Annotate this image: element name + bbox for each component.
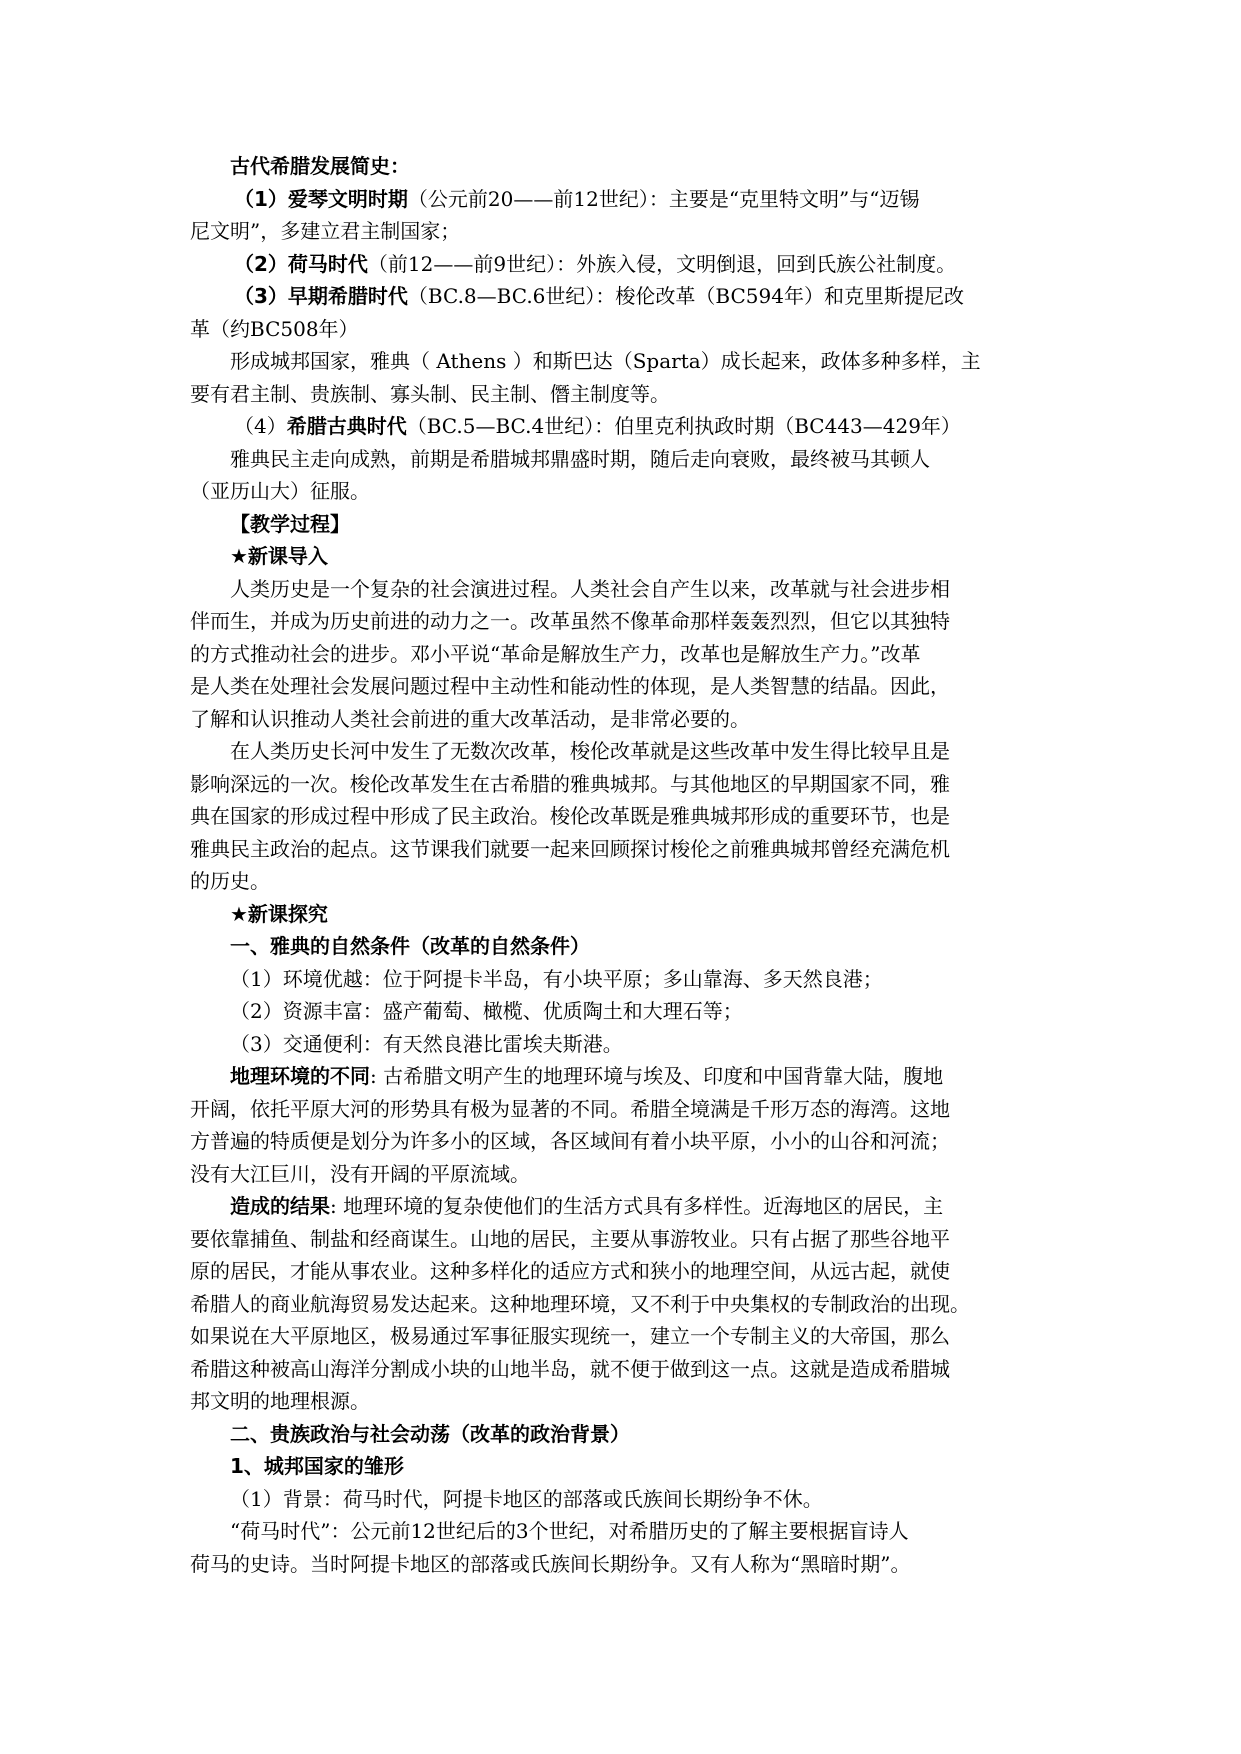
intro-p1-line: 的方式推动社会的进步。邓小平说“革命是解放生产力，改革也是解放生产力。”改革 (190, 641, 921, 666)
era-4 (190, 410, 1050, 443)
intro-p1-line: 了解和认识推动人类社会前进的重大改革活动，是非常必要的。 (190, 706, 750, 731)
era-4-para-cont: （亚历山大）征服。 (190, 479, 370, 503)
intro-p1-line: 伴而生，并成为历史前进的动力之一。改革虽然不像革命那样轰轰烈烈，但它以其独特 (190, 609, 950, 633)
era-3-text: （BC.8—BC.6世纪）：梭伦改革（BC594年）和克里斯提尼改 (407, 284, 964, 308)
geo-para-line: 方普遍的特质便是划分为许多小的区域，各区域间有着小块平原，小小的山谷和河流； (190, 1129, 950, 1153)
era-2 (190, 248, 1050, 281)
geo-para-line: 开阔，依托平原大河的形势具有极为显著的不同。希腊全境满是千形万态的海湾。这地 (190, 1096, 950, 1121)
section-1-item: （1）环境优越：位于阿提卡半岛，有小块平原；多山靠海、多天然良港； (230, 966, 883, 991)
era-2-text: （前12——前9世纪）：外族入侵，文明倒退，回到氏族公社制度。 (367, 251, 957, 276)
result-label: 造成的结果 (230, 1194, 330, 1218)
era-3 (190, 280, 1050, 313)
result-text: : 地理环境的复杂使他们的生活方式具有多样性。近海地区的居民，主 (330, 1194, 944, 1218)
result-para-line: 原的居民，才能从事农业。这种多样化的适应方式和狭小的地理空间，从远古起，就使 (190, 1259, 950, 1283)
intro-p2-line: 的历史。 (190, 869, 270, 893)
geo-text: : 古希腊文明产生的地理环境与埃及、印度和中国背靠大陆，腹地 (370, 1064, 944, 1088)
section-1-item: （2）资源丰富：盛产葡萄、橄榄、优质陶土和大理石等； (230, 999, 743, 1023)
era-1-text: （公元前20——前12世纪）：主要是“克里特文明”与“迈锡 (407, 186, 920, 211)
era-3-cont: 革（约BC508年） (190, 316, 359, 341)
section-1-heading: 一、雅典的自然条件（改革的自然条件） (230, 934, 590, 958)
section-1-item: （3）交通便利：有天然良港比雷埃夫斯港。 (230, 1031, 623, 1056)
result-para-line: 希腊人的商业航海贸易发达起来。这种地理环境，又不利于中央集权的专制政治的出现。 (190, 1291, 970, 1316)
intro-p2-line: 雅典民主政治的起点。这节课我们就要一起来回顾探讨梭伦之前雅典城邦曾经充满危机 (190, 836, 950, 861)
era-3-label: （3）早期希腊时代 (234, 284, 408, 308)
section-2-item: （1）背景：荷马时代，阿提卡地区的部落或氏族间长期纷争不休。 (230, 1486, 823, 1511)
geo-para-line (190, 1060, 1050, 1093)
intro-p2-line: 典在国家的形成过程中形成了民主政治。梭伦改革既是雅典城邦形成的重要环节，也是 (190, 804, 950, 828)
result-para-line: 邦文明的地理根源。 (190, 1389, 370, 1413)
geo-para-line: 没有大江巨川，没有开阔的平原流域。 (190, 1161, 530, 1186)
era-1 (190, 183, 1050, 216)
homer-para-line: 荷马的史诗。当时阿提卡地区的部落或氏族间长期纷争。又有人称为“黑暗时期”。 (190, 1551, 911, 1576)
result-para-line: 希腊这种被高山海洋分割成小块的山地半岛，就不便于做到这一点。这就是造成希腊城 (190, 1356, 950, 1381)
intro-p1-line: 人类历史是一个复杂的社会演进过程。人类社会自产生以来，改革就与社会进步相 (230, 576, 950, 601)
section-2-heading: 二、贵族政治与社会动荡（改革的政治背景） (230, 1421, 630, 1446)
document-page (190, 150, 1050, 1580)
era-2-label: （2）荷马时代 (234, 251, 368, 276)
intro-p2-line: 在人类历史长河中发生了无数次改革，梭伦改革就是这些改革中发生得比较早且是 (230, 739, 950, 763)
era-4-para: 雅典民主走向成熟，前期是希腊城邦鼎盛时期，随后走向衰败，最终被马其顿人 (230, 446, 930, 471)
intro-heading: ★新课导入 (230, 544, 328, 568)
era-1-label: （1）爱琴文明时期 (234, 186, 408, 211)
doc-title: 古代希腊发展简史： (230, 154, 410, 178)
era-4-prefix: （4） (234, 414, 287, 438)
era-1-cont: 尼文明”，多建立君主制国家； (190, 219, 461, 243)
intro-p1-line: 是人类在处理社会发展问题过程中主动性和能动性的体现，是人类智慧的结晶。因此， (190, 674, 950, 698)
intro-p2-line: 影响深远的一次。梭伦改革发生在古希腊的雅典城邦。与其他地区的早期国家不同，雅 (190, 771, 950, 796)
homer-para-line: “荷马时代”：公元前12世纪后的3个世纪，对希腊历史的了解主要根据盲诗人 (230, 1519, 909, 1543)
era-4-text: （BC.5—BC.4世纪）：伯里克利执政时期（BC443—429年） (406, 414, 961, 438)
section-2-subheading: 1、城邦国家的雏形 (230, 1454, 404, 1478)
era-3-para: 形成城邦国家，雅典（ Athens ）和斯巴达（Sparta）成长起来，政体多种多样，主 (230, 349, 981, 373)
result-para-line: 如果说在大平原地区，极易通过军事征服实现统一，建立一个专制主义的大帝国，那么 (190, 1324, 950, 1348)
result-para-line: 要依靠捕鱼、制盐和经商谋生。山地的居民，主要从事游牧业。只有占据了那些谷地平 (190, 1226, 950, 1251)
process-heading: 【教学过程】 (230, 511, 350, 536)
result-para-line (190, 1190, 1050, 1223)
era-4-label: 希腊古典时代 (286, 414, 407, 438)
era-3-para-cont: 要有君主制、贵族制、寡头制、民主制、僭主制度等。 (190, 381, 670, 406)
geo-label: 地理环境的不同 (230, 1064, 370, 1088)
explore-heading: ★新课探究 (230, 901, 328, 926)
